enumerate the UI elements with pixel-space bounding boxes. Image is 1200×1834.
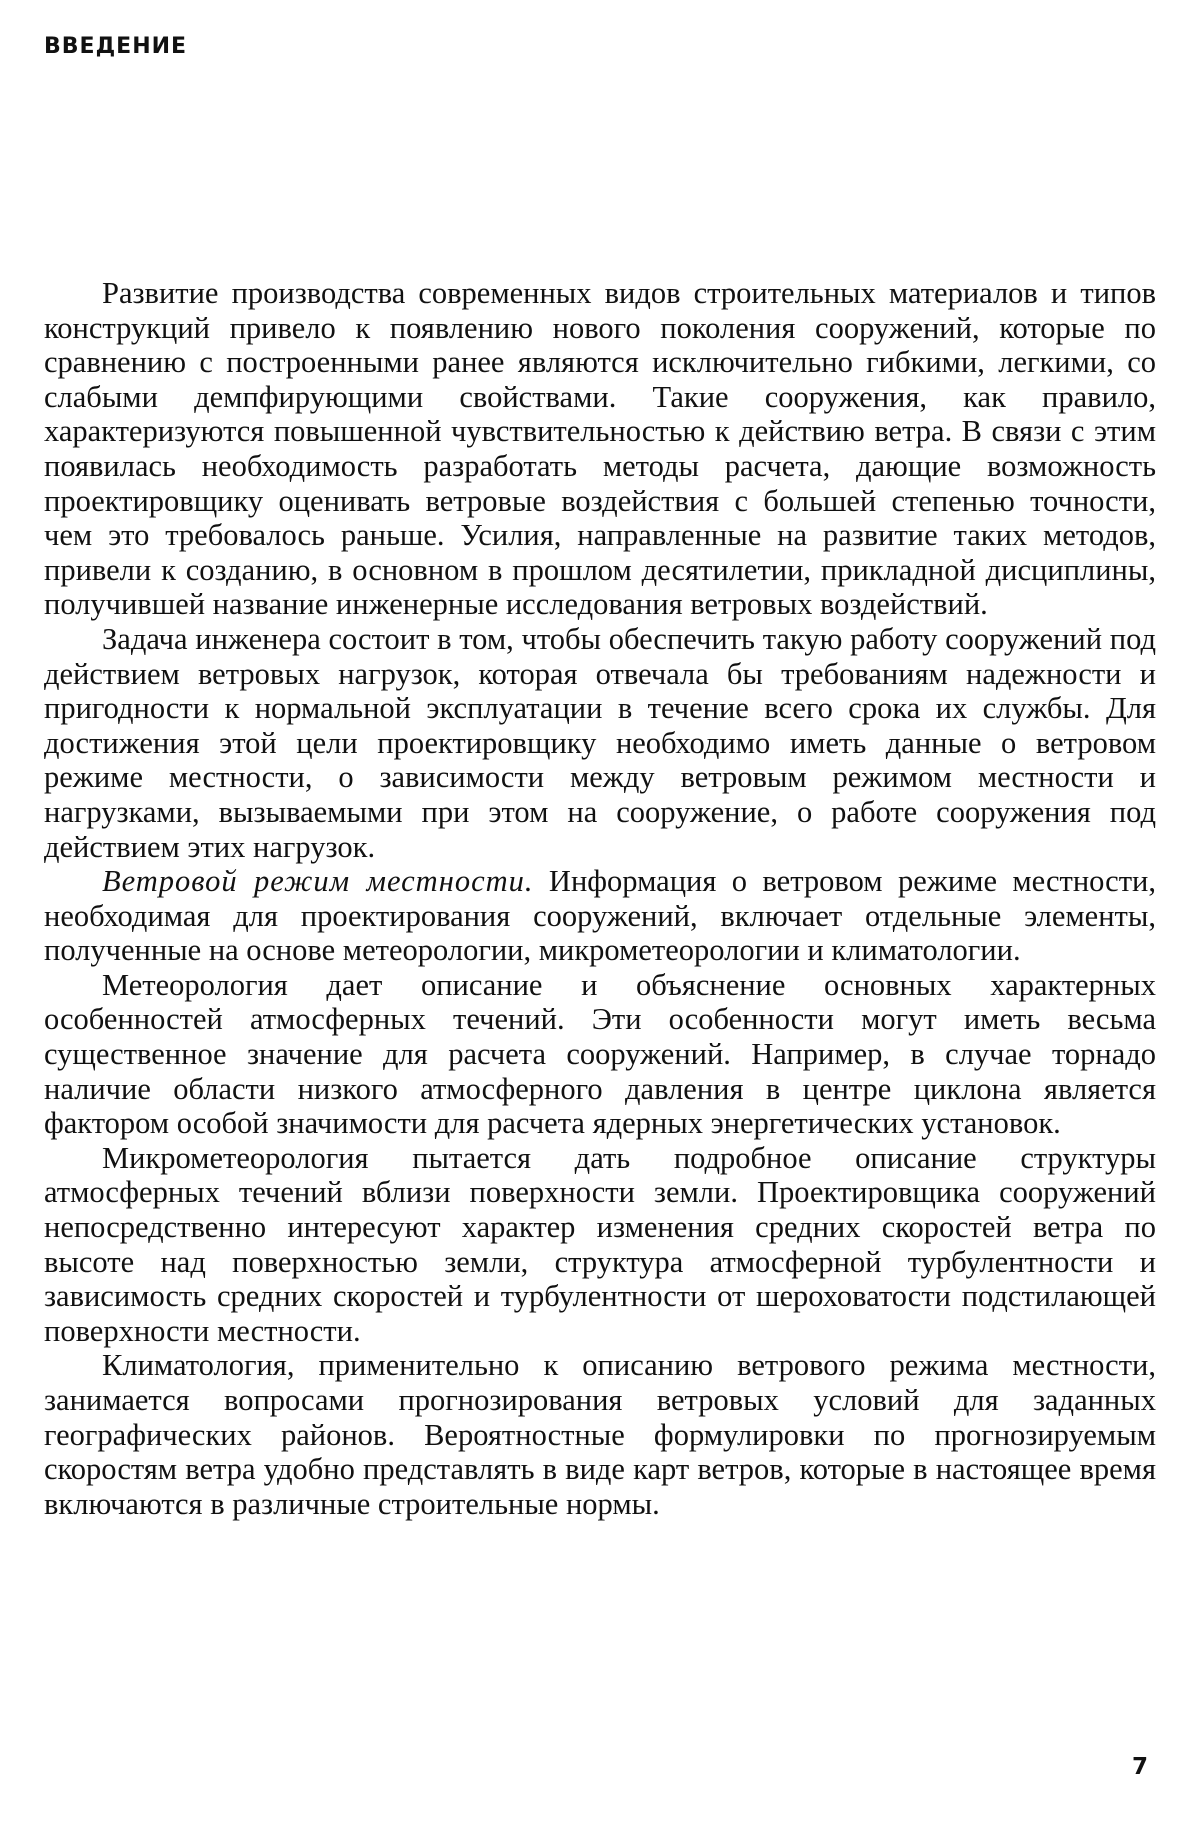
paragraph-3 <box>44 864 1156 968</box>
paragraph-6-text: Климатология, применительно к описанию ветрового режима местности, занимается вопросами прогнозирования ветровых условий для заданных географических районов. Вероятностные формулировки по прогнозируемым скоростям ветра удобно представлять в виде карт ветров, которые в настоящее время включаются в различные строительные нормы. <box>44 1348 1156 1521</box>
run-in-heading: Ветровой режим местности. <box>102 864 534 899</box>
paragraph-2-text: Задача инженера состоит в том, чтобы обеспечить такую работу сооружений под действием ветровых нагрузок, которая отвечала бы требованиям надежности и пригодности к нормальной эксплуатации в течение всего срока их службы. Для достижения этой цели проектировщику необходимо иметь данные о ветровом режиме местности, о зависимости между ветровым режимом местности и нагрузками, вызываемыми при этом на сооружение, о работе сооружения под действием этих нагрузок. <box>44 621 1156 864</box>
paragraph-2 <box>44 622 1156 864</box>
paragraph-4-text: Метеорология дает описание и объяснение основных характерных особенностей атмосферных течений. Эти особенности могут иметь весьма существенное значение для расчета сооружений. Например, в случае торнадо наличие области низкого атмосферного давления в центре циклона является фактором особой значимости для расчета ядерных энергетических установок. <box>44 967 1156 1141</box>
body-text <box>44 276 1156 1521</box>
paragraph-5 <box>44 1141 1156 1349</box>
paragraph-4 <box>44 968 1156 1141</box>
paragraph-1 <box>44 276 1156 622</box>
paragraph-6 <box>44 1348 1156 1521</box>
chapter-heading: ВВЕДЕНИЕ <box>44 34 188 59</box>
page-number: 7 <box>1132 1754 1149 1780</box>
paragraph-3-text: Информация о ветровом режиме местности, необходимая для проектирования сооружений, включает отдельные элементы, полученные на основе метеорологии, микрометеорологии и климатологии. <box>44 864 1156 968</box>
paragraph-1-text: Развитие производства современных видов строительных материалов и типов конструкций привело к появлению нового поколения сооружений, которые по сравнению с построенными ранее являются исключительно гибкими, легкими, со слабыми демпфирующими свойствами. Такие сооружения, как правило, характеризуются повышенной чувствительностью к действию ветра. В связи с этим появилась необходимость разработать методы расчета, дающие возможность проектировщику оценивать ветровые воздействия с большей степенью точности, чем это требовалось раньше. Усилия, направленные на развитие таких методов, привели к созданию, в основном в прошлом десятилетии, прикладной дисциплины, получившей название инженерные исследования ветровых воздействий. <box>44 276 1156 622</box>
paragraph-5-text: Микрометеорология пытается дать подробное описание структуры атмосферных течений вблизи поверхности земли. Проектировщика сооружений непосредственно интересуют характер изменения средних скоростей ветра по высоте над поверхностью земли, структура атмосферной турбулентности и зависимость средних скоростей и турбулентности от шероховатости подстилающей поверхности местности. <box>44 1140 1156 1348</box>
